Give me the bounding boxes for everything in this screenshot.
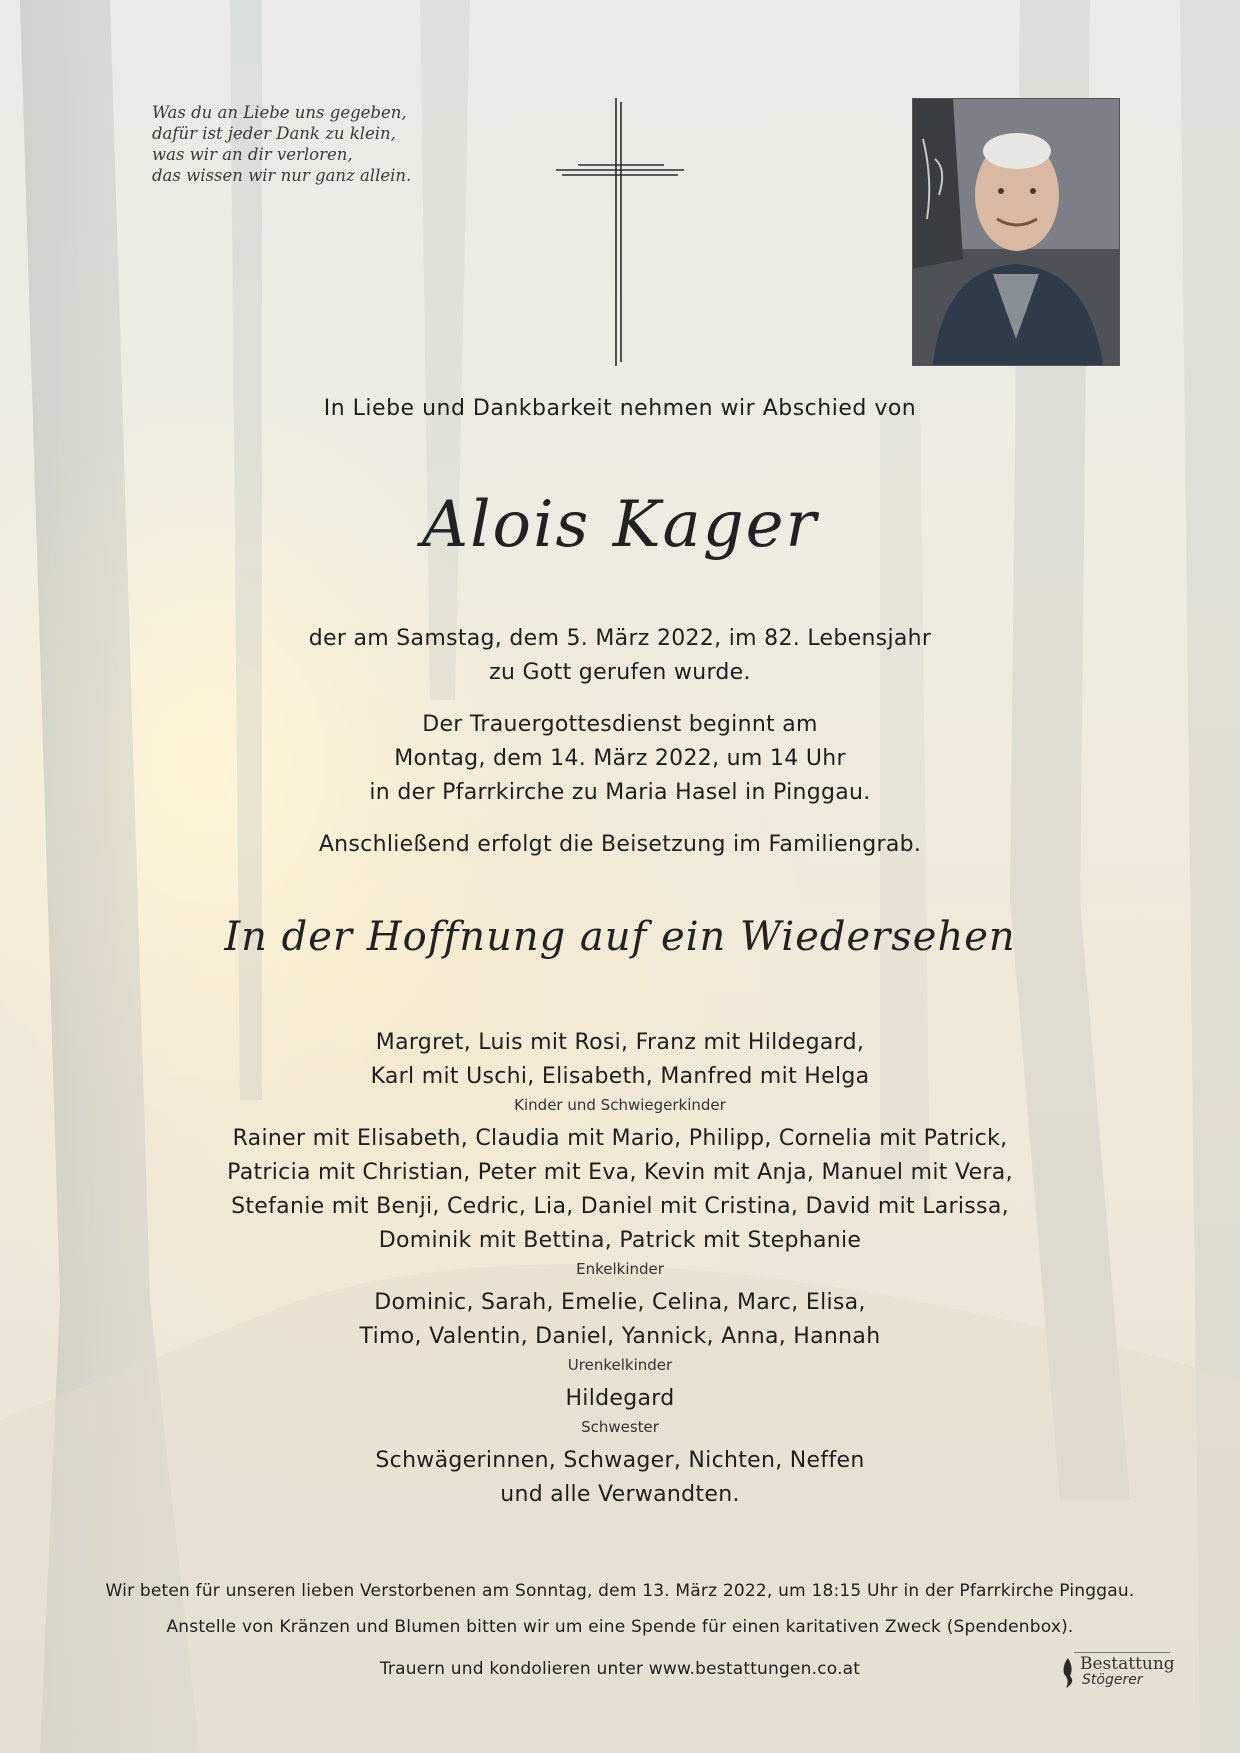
grandchildren-line: Dominik mit Bettina, Patrick mit Stephanie [378, 1228, 862, 1253]
death-line: zu Gott gerufen wurde. [489, 660, 751, 685]
burial-notice: Anschließend erfolgt die Beisetzung im Familiengrab. [318, 832, 922, 857]
service-line: in der Pfarrkirche zu Maria Hasel in Pinggau. [369, 780, 871, 805]
death-notice [0, 622, 1240, 690]
children-label: Kinder und Schwiegerkinder [514, 1096, 726, 1114]
motto: In der Hoffnung auf ein Wiedersehen [224, 914, 1016, 960]
grandchildren-line: Patricia mit Christian, Peter mit Eva, Kevin mit Anja, Manuel mit Vera, [227, 1160, 1013, 1185]
grandchildren-line: Rainer mit Elisabeth, Claudia mit Mario, Philipp, Cornelia mit Patrick, [232, 1126, 1008, 1151]
great-grandchildren-line: Timo, Valentin, Daniel, Yannick, Anna, Hannah [359, 1324, 881, 1349]
great-grandchildren-line: Dominic, Sarah, Emelie, Celina, Marc, Elisa, [374, 1290, 866, 1315]
deceased-name: Alois Kager [421, 488, 819, 562]
family-list [0, 1026, 1240, 1512]
children-line: Karl mit Uschi, Elisabeth, Manfred mit Helga [370, 1064, 870, 1089]
footer-prayer: Wir beten für unseren lieben Verstorbenen am Sonntag, dem 13. März 2022, um 18:15 Uhr in der Pfarrkirche Pinggau. [105, 1581, 1135, 1601]
funeral-home-logo [1060, 1650, 1180, 1696]
others-line: Schwägerinnen, Schwager, Nichten, Neffen [375, 1448, 865, 1473]
portrait-photo [912, 98, 1120, 366]
memorial-poem [152, 102, 452, 186]
poem-line: Was du an Liebe uns gegeben, [152, 103, 407, 122]
cross-icon [556, 98, 686, 368]
great-grandchildren-label: Urenkelkinder [567, 1356, 673, 1374]
sister-label: Schwester [581, 1418, 659, 1436]
poem-line: was wir an dir verloren, [152, 145, 353, 164]
poem-line: dafür ist jeder Dank zu klein, [152, 124, 396, 143]
sister-name: Hildegard [565, 1386, 675, 1411]
footer-condolence: Trauern und kondolieren unter www.bestattungen.co.at [379, 1659, 861, 1679]
logo-line1: Bestattung [1080, 1654, 1175, 1674]
poem-line: das wissen wir nur ganz allein. [152, 166, 412, 185]
intro-text: In Liebe und Dankbarkeit nehmen wir Abschied von [323, 396, 917, 421]
logo-divider [1074, 1652, 1170, 1653]
service-notice [0, 708, 1240, 810]
flame-icon [1060, 1656, 1076, 1690]
children-line: Margret, Luis mit Rosi, Franz mit Hildegard, [375, 1030, 865, 1055]
footer-donation: Anstelle von Kränzen und Blumen bitten wir um eine Spende für einen karitativen Zweck (Spendenbox). [166, 1617, 1074, 1637]
grandchildren-label: Enkelkinder [576, 1260, 664, 1278]
death-line: der am Samstag, dem 5. März 2022, im 82. Lebensjahr [308, 626, 932, 651]
service-line: Der Trauergottesdienst beginnt am [422, 712, 818, 737]
others-line: und alle Verwandten. [500, 1482, 740, 1507]
grandchildren-line: Stefanie mit Benji, Cedric, Lia, Daniel mit Cristina, David mit Larissa, [231, 1194, 1009, 1219]
service-line: Montag, dem 14. März 2022, um 14 Uhr [394, 746, 846, 771]
logo-line2: Stögerer [1082, 1672, 1143, 1688]
